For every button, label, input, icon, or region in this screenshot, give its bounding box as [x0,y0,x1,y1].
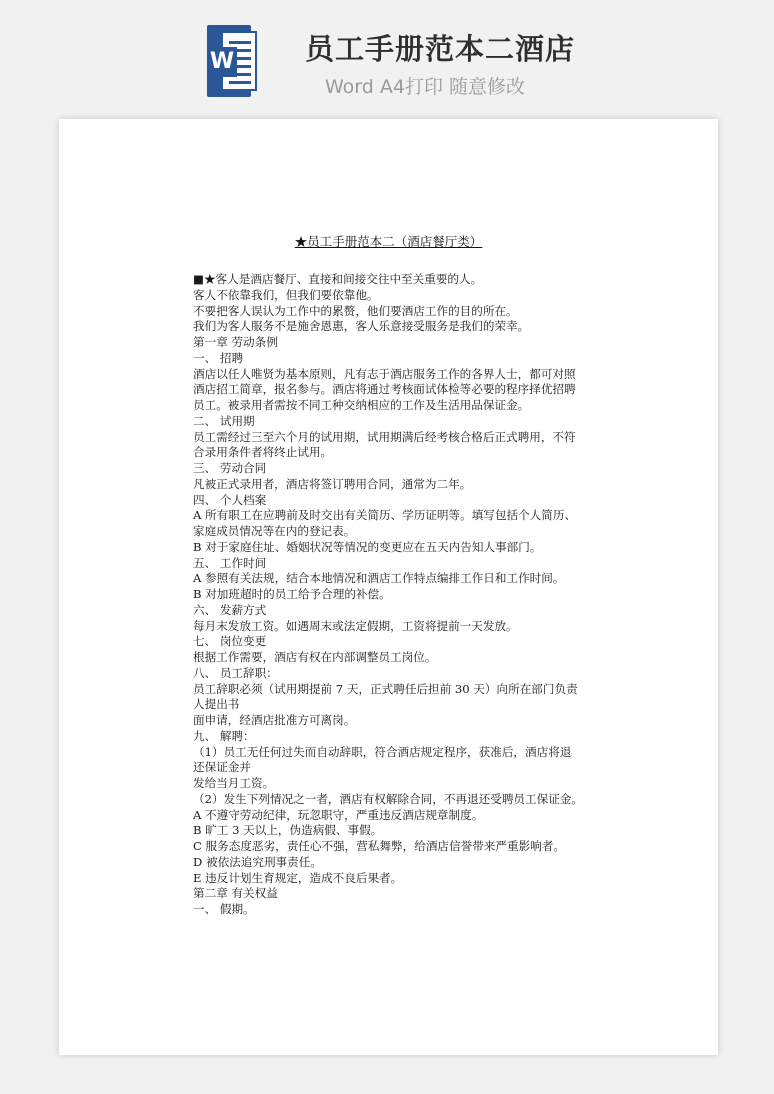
document-line: （2）发生下列情况之一者，酒店有权解除合同，不再退还受聘员工保证金。 [193,791,583,806]
document-line: 凡被正式录用者，酒店将签订聘用合同，通常为二年。 [193,476,472,491]
document-line: 员工需经过三至六个月的试用期，试用期满后经考核合格后正式聘用，不符 [193,429,576,444]
document-line: 第一章 劳动条例 [193,335,278,349]
document-line: 不要把客人误认为工作中的累赘，他们要酒店工作的目的所在。 [193,303,518,318]
document-line: 发给当月工资。 [193,776,275,790]
document-line: 每月末发放工资。如遇周末或法定假期，工资将提前一天发放。 [193,618,518,633]
document-line: C 服务态度恶劣，责任心不强，营私舞弊，给酒店信誉带来严重影响者。 [193,839,565,853]
document-line: 员工。被录用者需按不同工种交纳相应的工作及生活用品保证金。 [193,398,530,412]
document-line: （1）员工无任何过失而自动辞职，符合酒店规定程序，获准后，酒店将退 [193,744,572,759]
document-line: B 对加班超时的员工给予合理的补偿。 [193,587,391,601]
document-title [59,232,718,250]
document-line: 六、 发薪方式 [193,602,267,617]
document-line: 客人不依靠我们，但我们要依靠他。 [193,287,379,302]
document-line: A 不遵守劳动纪律，玩忽职守，严重违反酒店规章制度。 [193,807,484,822]
document-line: 酒店招工简章，报名参与。酒店将通过考核面试体检等必要的程序择优招聘 [193,382,576,397]
document-line: 七、 岗位变更 [193,634,267,649]
document-line: A 参照有关法规，结合本地情况和酒店工作特点编排工作日和工作时间。 [193,571,565,586]
page-subtitle: Word A4打印 随意修改 [325,76,526,98]
document-line: 二、 试用期 [193,413,255,428]
document-page [59,119,718,1055]
word-icon-line [229,41,251,44]
document-title-text: ★员工手册范本二（酒店餐厅类） [294,234,483,249]
document-line: 一、 假期。 [193,902,255,916]
document-line: 我们为客人服务不是施舍恩惠，客人乐意接受服务是我们的荣幸。 [193,319,530,334]
header-banner [0,0,774,110]
page-title: 员工手册范本二酒店 [305,32,576,66]
document-line: 第二章 有关权益 [193,886,278,901]
document-line: 家庭成员情况等在内的登记表。 [193,524,356,538]
document-line: D 被依法追究刑事责任。 [193,854,322,869]
document-line: ■★客人是酒店餐厅、直接和间接交往中至关重要的人。 [193,272,483,286]
document-line: 根据工作需要，酒店有权在内部调整员工岗位。 [193,650,437,664]
document-line: 九、 解聘： [193,728,255,743]
document-line: 酒店以任人唯贤为基本原则，凡有志于酒店服务工作的各界人士，都可对照 [193,366,576,381]
document-line: B 对于家庭住址、婚姻状况等情况的变更应在五天内告知人事部门。 [193,539,542,554]
document-line: 四、 个人档案 [193,492,267,507]
document-body [193,272,613,918]
document-line: 三、 劳动合同 [193,461,267,475]
word-icon-letter: W [207,47,237,77]
document-line: A 所有职工在应聘前及时交出有关简历、学历证明等。填写包括个人简历、 [193,508,577,523]
word-icon-line [229,81,251,84]
document-line: 一、 招聘 [193,350,244,365]
document-line: 面申请，经酒店批准方可离岗。 [193,713,356,727]
document-line: 还保证金并 [193,760,251,775]
word-document-icon [207,25,251,97]
document-line: 员工辞职必须（试用期提前 7 天，正式聘任后担前 30 天）向所在部门负责 [193,681,578,696]
document-line: 人提出书 [193,697,240,712]
document-line: 五、 工作时间 [193,555,267,570]
document-line: 八、 员工辞职： [193,665,278,680]
document-line: E 违反计划生育规定，造成不良后果者。 [193,870,403,885]
document-line: 合录用条件者将终止试用。 [193,445,333,460]
document-line: B 旷工 3 天以上，伪造病假、事假。 [193,823,383,838]
